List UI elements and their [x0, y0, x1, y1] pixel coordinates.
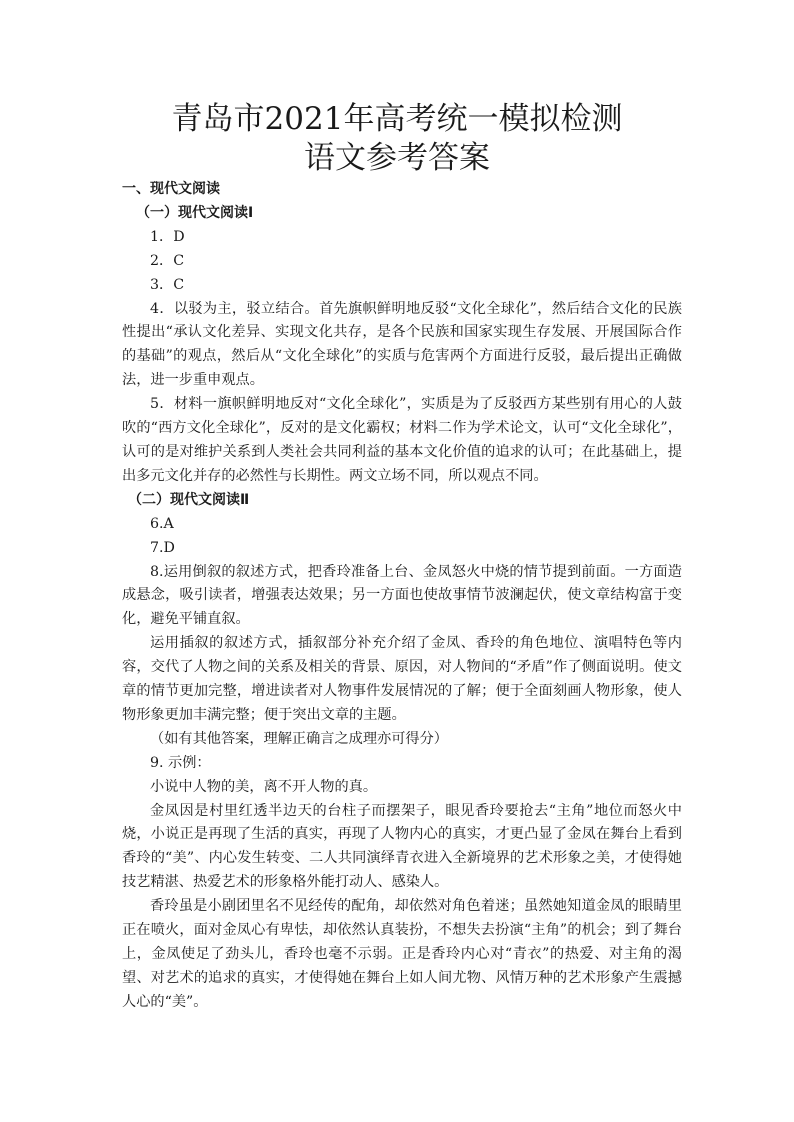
part-heading-reading-1: （一）现代文阅读Ⅰ [136, 204, 254, 221]
answer-content [122, 178, 682, 1015]
answer-q5: 5．材料一旗帜鲜明地反对“文化全球化”，实质是为了反驳西方某些别有用心的人鼓吹的“西方文化全球化”，反对的是文化霸权；材料二作为学术论文，认可“文化全球化”，认可的是对维护关系到人类社会共同利益的基本文化价值的追求的认可；在此基础上，提出多元文化并存的必然性与长期性。两文立场不同，所以观点不同。 [122, 396, 682, 484]
answer-q4: 4．以驳为主，驳立结合。首先旗帜鲜明地反驳“文化全球化”，然后结合文化的民族性提出“承认文化差异、实现文化共存，是各个民族和国家实现生存发展、开展国际合作的基础”的观点，然后从“文化全球化”的实质与危害两个方面进行反驳，最后提出正确做法，进一步重申观点。 [122, 300, 682, 389]
answer-q9-paragraph-1: 小说中人物的美，离不开人物的真。 [150, 778, 378, 795]
answer-q8-note: （如有其他答案，理解正确言之成理亦可得分） [150, 730, 448, 747]
document-title: 青岛市2021年高考统一模拟检测 [171, 101, 623, 137]
answer-q9-label: 9. 示例： [150, 754, 211, 771]
document-subtitle: 语文参考答案 [304, 140, 490, 176]
answer-q6: 6.A [150, 515, 174, 532]
answer-q7: 7.D [150, 539, 175, 556]
answer-q9-paragraph-3: 香玲虽是小剧团里名不见经传的配角，却依然对角色着迷；虽然她知道金凤的眼睛里正在喷火，面对金凤心有卑怯，却依然认真装扮，不想失去扮演“主角”的机会；到了舞台上，金凤使足了劲头儿，香玲也毫不示弱。正是香玲内心对“青衣”的热爱、对主角的渴望、对艺术的追求的真实，才使得她在舞台上如人间尤物、风情万种的艺术形象产生震撼人心的“美”。 [122, 898, 682, 1010]
answer-q2: 2．C [150, 252, 185, 269]
answer-q1: 1．D [150, 228, 185, 245]
answer-q3: 3．C [150, 276, 185, 293]
answer-q9-paragraph-2: 金凤因是村里红透半边天的台柱子而摆架子，眼见香玲要抢去“主角”地位而怒火中烧，小说正是再现了生活的真实，再现了人物内心的真实，才更凸显了金凤在舞台上看到香玲的“美”、内心发生转变、二人共同演绎青衣进入全新境界的艺术形象之美，才使得她技艺精湛、热爱艺术的形象格外能打动人、感染人。 [122, 802, 682, 891]
part-heading-reading-2: （二）现代文阅读Ⅱ [128, 491, 250, 508]
section-heading-modern-reading: 一、现代文阅读 [122, 181, 220, 197]
answer-q8-paragraph-1: 8.运用倒叙的叙述方式，把香玲准备上台、金凤怒火中烧的情节提到前面。一方面造成悬念，吸引读者，增强表达效果；另一方面也使故事情节波澜起伏，使文章结构富于变化，避免平铺直叙。 [122, 563, 682, 628]
answer-q8-paragraph-2: 运用插叙的叙述方式，插叙部分补充介绍了金凤、香玲的角色地位、演唱特色等内容，交代了人物之间的关系及相关的背景、原因，对人物间的“矛盾”作了侧面说明。使文章的情节更加完整，增进读者对人物事件发展情况的了解；便于全面刻画人物形象，使人物形象更加丰满完整；便于突出文章的主题。 [122, 635, 682, 723]
